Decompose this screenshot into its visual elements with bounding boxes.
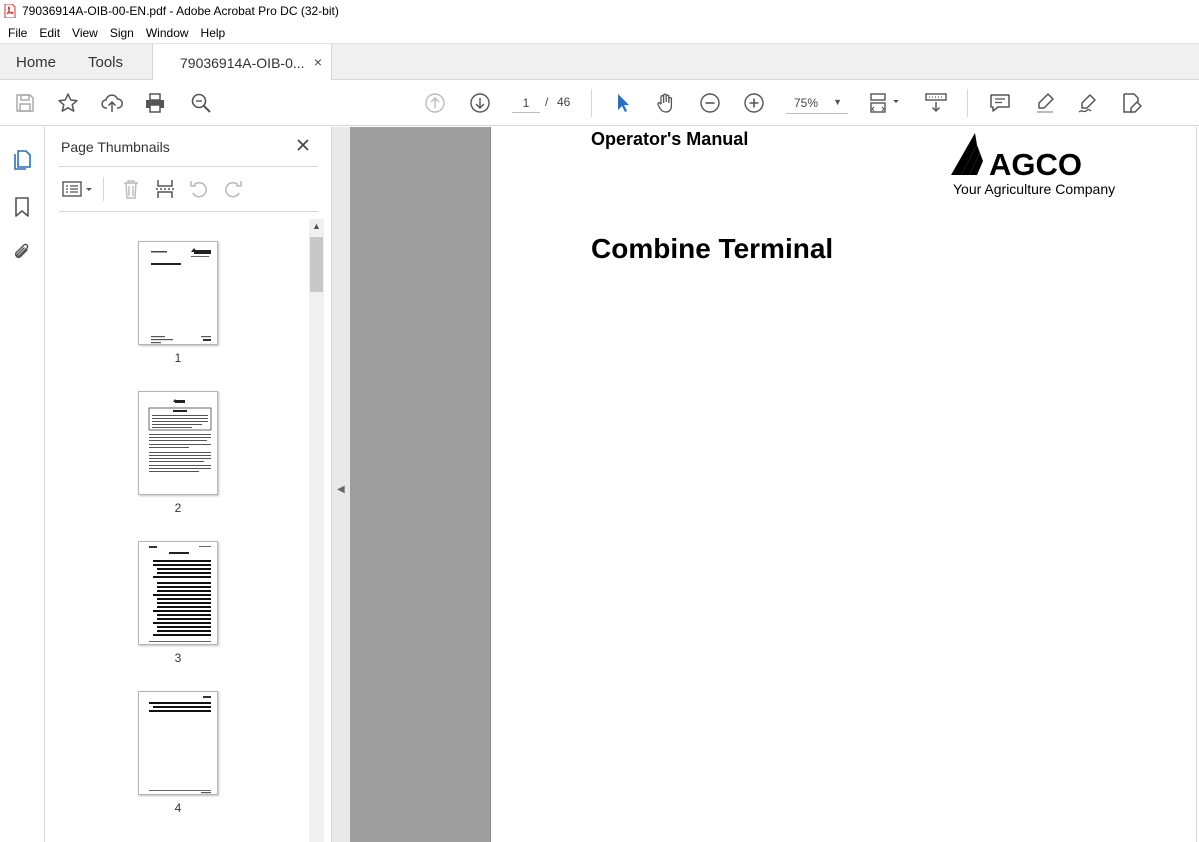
- star-icon[interactable]: [56, 91, 80, 115]
- page-total: 46: [557, 95, 571, 109]
- toolbar-divider: [103, 177, 104, 201]
- thumbnail-page-number: 1: [174, 351, 182, 365]
- title-bar: [0, 0, 1199, 22]
- panel-divider: [59, 166, 318, 167]
- page-number-input[interactable]: [512, 93, 540, 113]
- attachment-icon[interactable]: [10, 240, 34, 264]
- comment-icon[interactable]: [988, 91, 1012, 115]
- logo-tagline: Your Agriculture Company: [953, 181, 1116, 197]
- menu-file[interactable]: File: [8, 25, 28, 40]
- thumbnail-options-icon[interactable]: [59, 177, 97, 201]
- rotate-counterclockwise-icon[interactable]: [187, 177, 211, 201]
- agco-logo: [949, 131, 1139, 201]
- hand-icon[interactable]: [654, 91, 678, 115]
- scroll-mode-icon[interactable]: [924, 91, 948, 115]
- panel-title: Page Thumbnails: [61, 139, 170, 155]
- page-layout-icon[interactable]: [867, 91, 903, 115]
- panel-divider: [59, 211, 318, 212]
- menu-edit[interactable]: Edit: [39, 25, 61, 40]
- menu-view[interactable]: View: [72, 25, 98, 40]
- menu-bar: [0, 22, 1199, 43]
- toolbar-divider: [967, 89, 968, 117]
- document-title: Combine Terminal: [591, 233, 834, 264]
- scrollbar-thumb[interactable]: [310, 237, 323, 292]
- page-up-icon[interactable]: [423, 91, 447, 115]
- thumbnail-scrollbar[interactable]: [309, 219, 324, 842]
- print-icon[interactable]: [143, 91, 167, 115]
- thumbnail-page-number: 2: [174, 501, 182, 515]
- menu-window[interactable]: Window: [145, 25, 189, 40]
- highlight-icon[interactable]: [1033, 91, 1057, 115]
- pdf-page: [490, 127, 1197, 842]
- thumbnail-page-2[interactable]: [138, 391, 218, 495]
- search-zoom-icon[interactable]: [189, 91, 213, 115]
- left-rail: [0, 127, 45, 842]
- menu-help[interactable]: Help: [200, 25, 226, 40]
- thumbnail-page-number: 3: [174, 651, 182, 665]
- page-thumbnails-icon[interactable]: [10, 147, 34, 171]
- zoom-out-icon[interactable]: [698, 91, 722, 115]
- toolbar: [0, 80, 1199, 126]
- zoom-dropdown[interactable]: [786, 93, 848, 114]
- save-icon[interactable]: [13, 91, 37, 115]
- tab-close-button[interactable]: ×: [313, 54, 322, 70]
- scroll-up-icon[interactable]: ▲: [312, 221, 321, 231]
- tab-bar: [0, 43, 1199, 80]
- rotate-clockwise-icon[interactable]: [221, 177, 245, 201]
- toolbar-divider: [591, 89, 592, 117]
- chevron-down-icon: ▼: [833, 97, 842, 107]
- upload-icon[interactable]: [100, 91, 124, 115]
- tab-tools[interactable]: Tools: [88, 54, 124, 71]
- insert-page-icon[interactable]: [153, 177, 177, 201]
- select-arrow-icon[interactable]: [610, 91, 634, 115]
- edit-pdf-icon[interactable]: [1120, 91, 1144, 115]
- menu-sign[interactable]: Sign: [109, 25, 134, 40]
- window-title: 79036914A-OIB-00-EN.pdf - Adobe Acrobat Pro DC (32-bit): [22, 4, 339, 18]
- thumbnail-page-1[interactable]: [138, 241, 218, 345]
- tab-home[interactable]: Home: [16, 54, 57, 71]
- sign-icon[interactable]: [1076, 91, 1100, 115]
- tab-document-label: 79036914A-OIB-0...: [180, 54, 305, 71]
- delete-page-icon[interactable]: [119, 177, 143, 201]
- bookmark-icon[interactable]: [10, 195, 34, 219]
- document-viewport[interactable]: [350, 127, 1197, 842]
- thumbnail-page-3[interactable]: [138, 541, 218, 645]
- collapse-arrow-icon[interactable]: ◀: [337, 484, 345, 495]
- zoom-in-icon[interactable]: [742, 91, 766, 115]
- thumbnail-page-number: 4: [174, 801, 182, 815]
- tab-document[interactable]: [152, 44, 332, 81]
- acrobat-pdf-icon: [4, 4, 16, 18]
- zoom-value: 75%: [794, 96, 819, 110]
- logo-wordmark: AGCO: [989, 147, 1082, 182]
- panel-collapse-bar[interactable]: [331, 127, 350, 842]
- page-down-icon[interactable]: [468, 91, 492, 115]
- thumbnail-page-4[interactable]: [138, 691, 218, 795]
- close-icon[interactable]: [295, 137, 311, 153]
- page-separator: /: [545, 95, 549, 109]
- document-heading: Operator's Manual: [591, 129, 749, 149]
- thumbnail-panel: [45, 127, 331, 842]
